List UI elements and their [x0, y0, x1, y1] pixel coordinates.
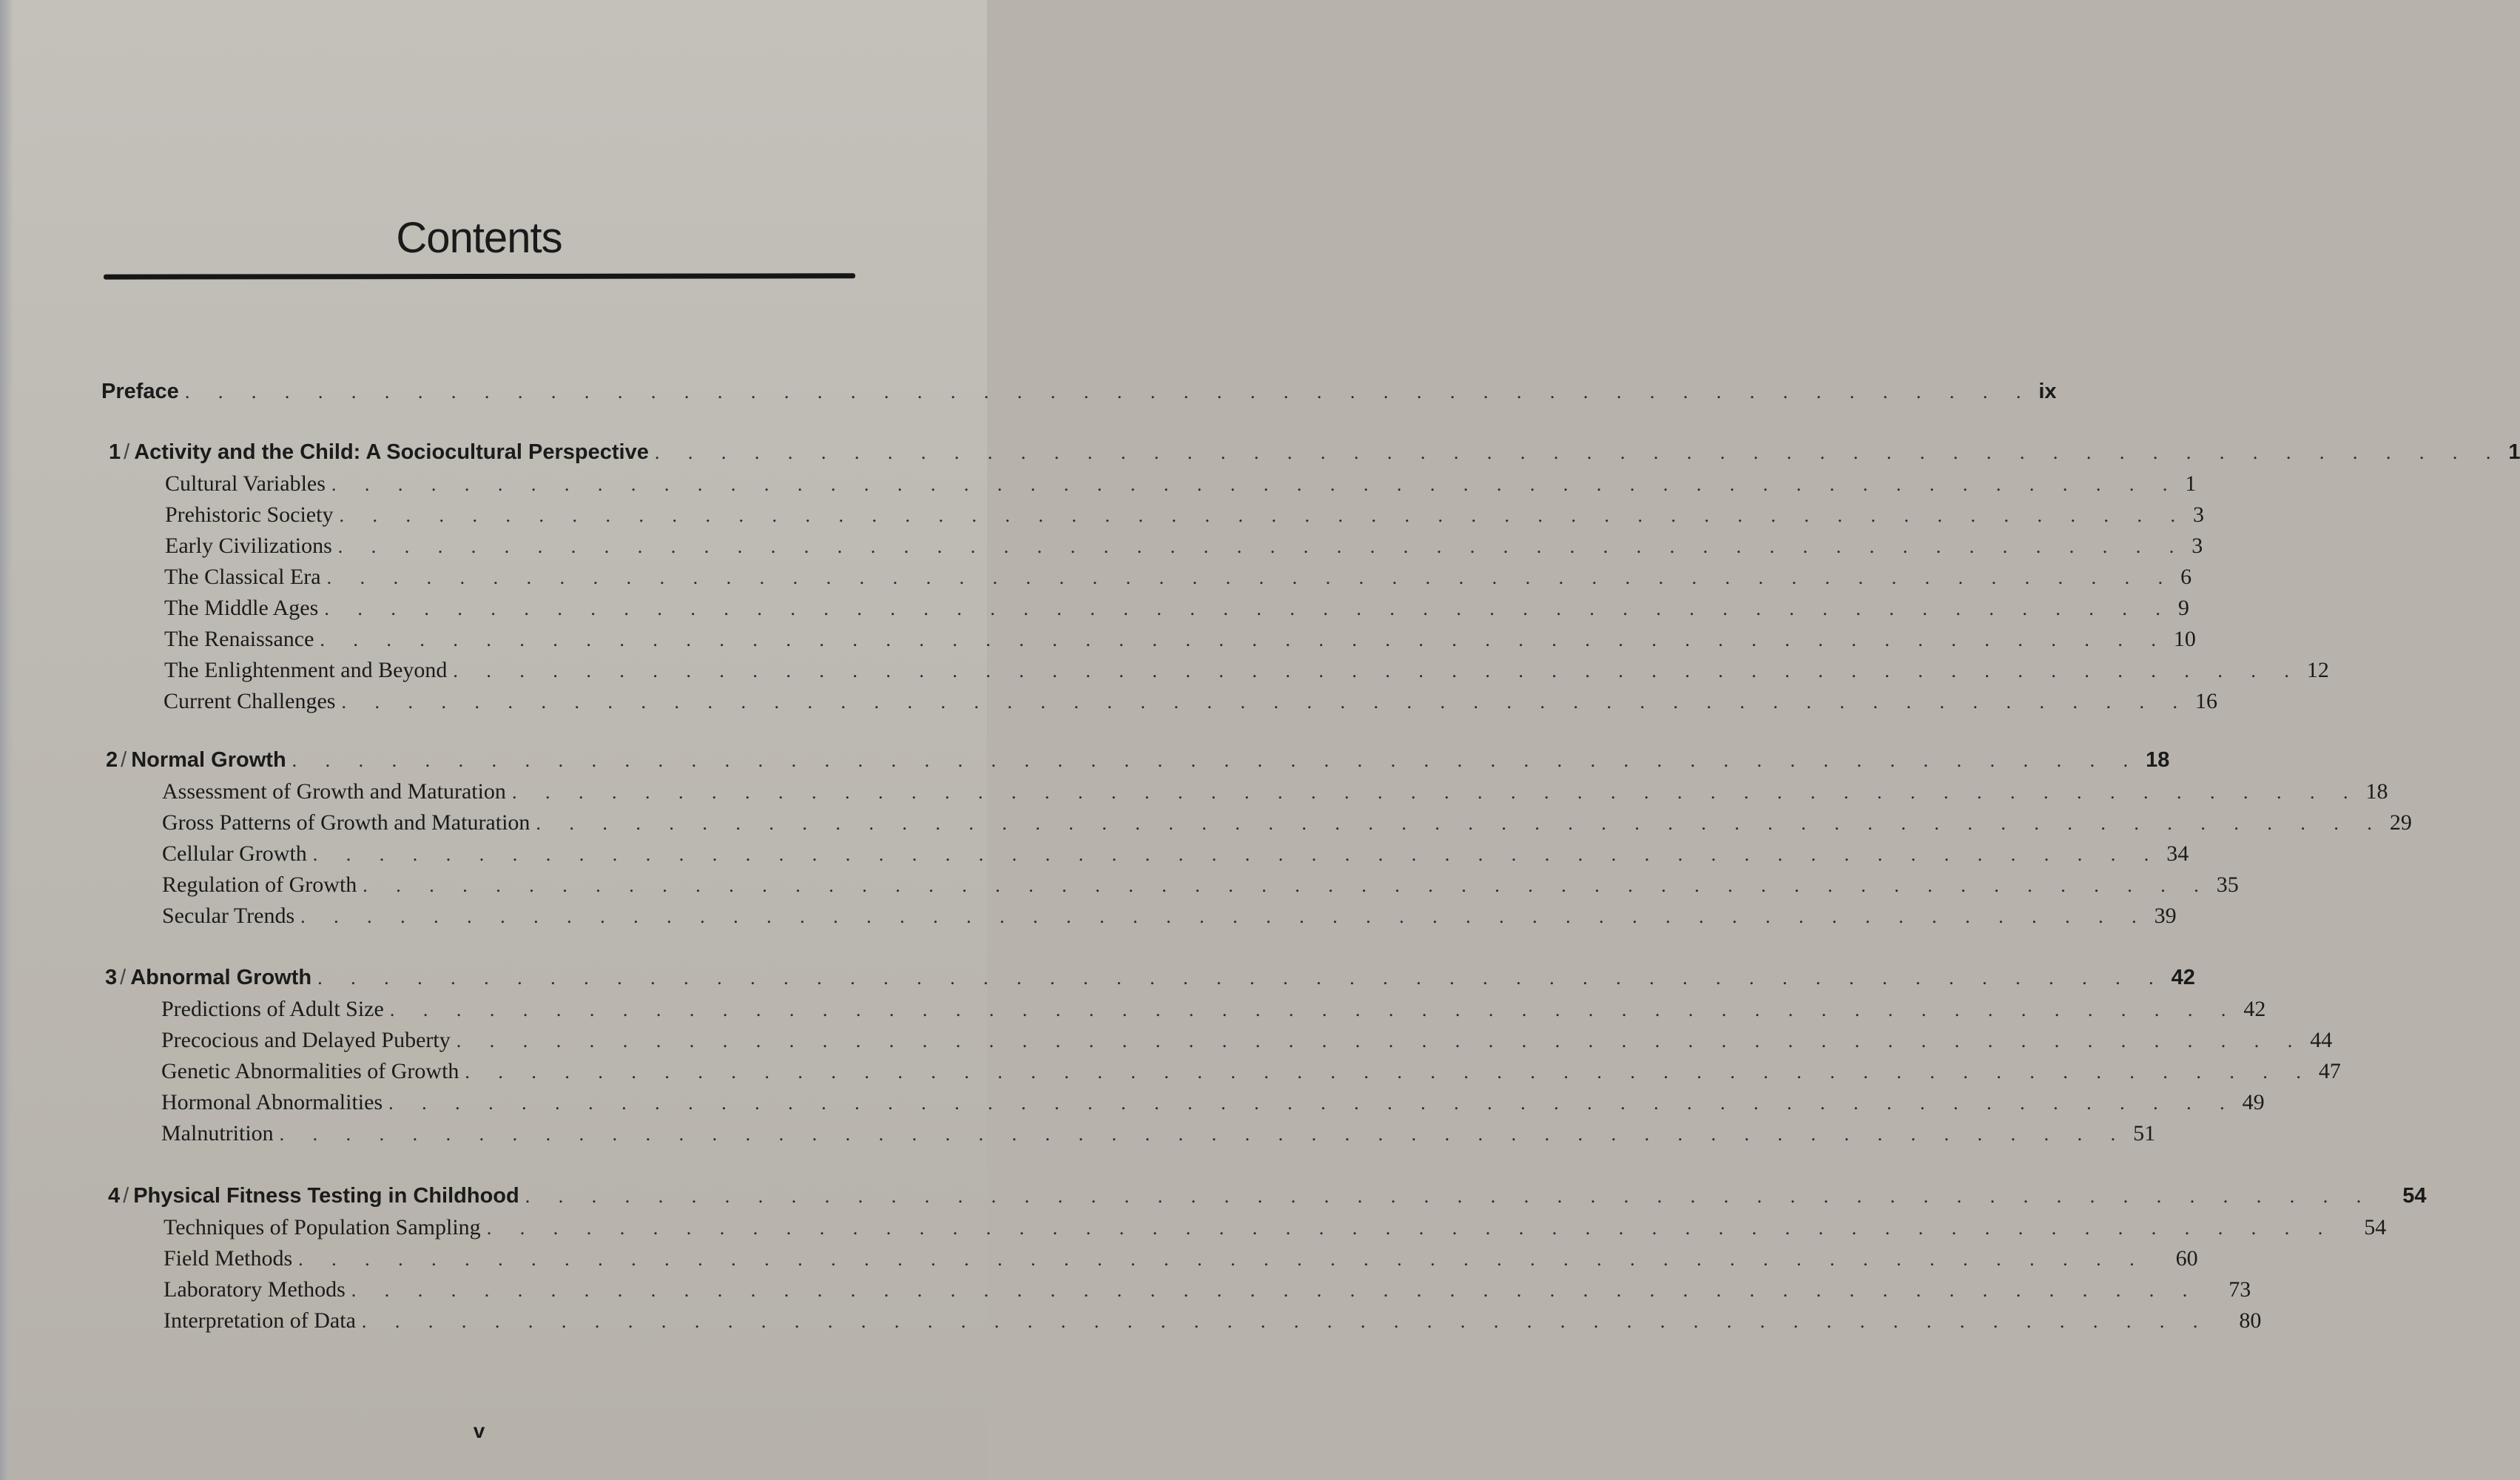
- chapter-title-text: Activity and the Child: A Sociocultural Perspective: [134, 440, 649, 464]
- section-title: The Renaissance: [164, 627, 314, 651]
- section-title: Precocious and Delayed Puberty: [161, 1028, 451, 1052]
- toc-section[interactable]: [0, 810, 2412, 840]
- dot-leader: . . . . . . . . . . . . . . . . . . . . . . . . . . . . . . . . . . . . . . . . . . . . . . . . . . . . . . . .: [184, 381, 2033, 403]
- toc-section[interactable]: [0, 872, 2239, 902]
- chapter-separator: /: [121, 748, 127, 772]
- toc-page-number: 54: [2402, 1184, 2427, 1208]
- toc-section[interactable]: [0, 502, 2204, 532]
- section-title: Malnutrition: [161, 1121, 274, 1146]
- dot-leader: . . . . . . . . . . . . . . . . . . . . . . . . . . . . . . . . . . . . . . . . . . . . . . . . . . . . . . . .: [292, 750, 2140, 771]
- toc-page-number: 42: [2171, 966, 2195, 989]
- section-title: Current Challenges: [164, 689, 336, 713]
- dot-leader: . . . . . . . . . . . . . . . . . . . . . . . . . . . . . . . . . . . . . . . . . . . . . . . . . . . . . . . .: [363, 875, 2211, 896]
- dot-leader: . . . . . . . . . . . . . . . . . . . . . . . . . . . . . . . . . . . . . . . . . . . . . . . . . . . . . . . .: [351, 1279, 2200, 1301]
- toc-page-number: 6: [2180, 565, 2192, 589]
- toc-section[interactable]: [0, 1246, 2198, 1276]
- toc-section[interactable]: [0, 471, 2197, 501]
- dot-leader: . . . . . . . . . . . . . . . . . . . . . . . . . . . . . . . . . . . . . . . . . . . . . . . . . . . . . . . .: [525, 1185, 2374, 1207]
- toc-section[interactable]: [0, 658, 2329, 687]
- chapter-separator: /: [124, 440, 130, 464]
- section-title: Regulation of Growth: [162, 872, 357, 897]
- dot-leader: . . . . . . . . . . . . . . . . . . . . . . . . . . . . . . . . . . . . . . . . . . . . . . . . . . . . . . . .: [320, 629, 2168, 650]
- dot-leader: . . . . . . . . . . . . . . . . . . . . . . . . . . . . . . . . . . . . . . . . . . . . . . . . . . . . . . . .: [361, 1311, 2210, 1332]
- dot-leader: . . . . . . . . . . . . . . . . . . . . . . . . . . . . . . . . . . . . . . . . . . . . . . . . . . . . . . . .: [339, 505, 2187, 526]
- toc-page-number: 1: [2508, 440, 2520, 464]
- toc-section[interactable]: [0, 565, 2192, 594]
- dot-leader: . . . . . . . . . . . . . . . . . . . . . . . . . . . . . . . . . . . . . . . . . . . . . . . . . . . . . . . .: [536, 813, 2384, 834]
- dot-leader: . . . . . . . . . . . . . . . . . . . . . . . . . . . . . . . . . . . . . . . . . . . . . . . . . . . . . . . .: [486, 1217, 2335, 1239]
- dot-leader: . . . . . . . . . . . . . . . . . . . . . . . . . . . . . . . . . . . . . . . . . . . . . . . . . . . . . . . .: [312, 844, 2161, 865]
- dot-leader: . . . . . . . . . . . . . . . . . . . . . . . . . . . . . . . . . . . . . . . . . . . . . . . . . . . . . . . .: [331, 474, 2180, 495]
- section-title: Techniques of Population Sampling: [164, 1215, 481, 1240]
- toc-page-number: 34: [2166, 841, 2189, 866]
- title-rule: [104, 273, 855, 279]
- toc-page-number: 12: [2306, 658, 2329, 682]
- section-title: Prehistoric Society: [165, 502, 334, 527]
- toc-page-number: 47: [2318, 1059, 2341, 1083]
- section-title: Early Civilizations: [165, 534, 332, 558]
- chapter-number: 3: [105, 966, 118, 989]
- page-folio: v: [473, 1419, 485, 1442]
- dot-leader: . . . . . . . . . . . . . . . . . . . . . . . . . . . . . . . . . . . . . . . . . . . . . . . . . . . . . . . .: [317, 967, 2166, 989]
- toc-section[interactable]: [0, 904, 2177, 933]
- toc-page-number: 1: [2185, 471, 2197, 496]
- toc-section[interactable]: [0, 534, 2203, 563]
- chapter-title-text: Normal Growth: [131, 748, 286, 772]
- chapter-number: 2: [106, 748, 118, 772]
- toc-section[interactable]: [0, 1215, 2387, 1245]
- toc-section[interactable]: [0, 1059, 2341, 1089]
- toc-section[interactable]: [0, 1308, 2262, 1338]
- toc-chapter-3[interactable]: [0, 966, 2195, 995]
- toc-section[interactable]: [0, 689, 2217, 719]
- section-title: Assessment of Growth and Maturation: [162, 779, 506, 804]
- toc-page-number: 35: [2216, 872, 2239, 897]
- toc-page-number: 44: [2310, 1028, 2333, 1052]
- toc-page-number: 18: [2146, 748, 2170, 772]
- toc-page-number: 60: [2175, 1246, 2198, 1271]
- dot-leader: . . . . . . . . . . . . . . . . . . . . . . . . . . . . . . . . . . . . . . . . . . . . . . . . . . . . . . . .: [465, 1061, 2313, 1083]
- section-title: Hormonal Abnormalities: [161, 1090, 383, 1114]
- toc-section[interactable]: [0, 1277, 2251, 1307]
- toc-section[interactable]: [0, 596, 2189, 625]
- section-title: Field Methods: [164, 1246, 293, 1271]
- dot-leader: . . . . . . . . . . . . . . . . . . . . . . . . . . . . . . . . . . . . . . . . . . . . . . . . . . . . . . . .: [337, 536, 2186, 557]
- dot-leader: . . . . . . . . . . . . . . . . . . . . . . . . . . . . . . . . . . . . . . . . . . . . . . . . . . . . . . . .: [324, 598, 2172, 619]
- toc-page-number: 3: [2191, 534, 2203, 558]
- section-title: Secular Trends: [162, 904, 295, 928]
- chapter-number: 4: [108, 1184, 121, 1208]
- dot-leader: . . . . . . . . . . . . . . . . . . . . . . . . . . . . . . . . . . . . . . . . . . . . . . . . . . . . . . . .: [300, 906, 2149, 927]
- toc-page-number: 80: [2239, 1308, 2262, 1333]
- dot-leader: . . . . . . . . . . . . . . . . . . . . . . . . . . . . . . . . . . . . . . . . . . . . . . . . . . . . . . . .: [456, 1030, 2305, 1052]
- chapter-title: [106, 748, 286, 773]
- section-title: Laboratory Methods: [164, 1277, 346, 1302]
- section-title: Genetic Abnormalities of Growth: [161, 1059, 459, 1083]
- dot-leader: . . . . . . . . . . . . . . . . . . . . . . . . . . . . . . . . . . . . . . . . . . . . . . . . . . . . . . . .: [389, 999, 2238, 1020]
- section-title: Interpretation of Data: [164, 1308, 356, 1333]
- toc-page-number: 18: [2365, 779, 2388, 804]
- dot-leader: . . . . . . . . . . . . . . . . . . . . . . . . . . . . . . . . . . . . . . . . . . . . . . . . . . . . . . . .: [511, 781, 2360, 803]
- chapter-title: [108, 1184, 519, 1208]
- toc-chapter-2[interactable]: [0, 748, 2170, 778]
- toc-page-number: 3: [2192, 502, 2204, 527]
- toc-section[interactable]: [0, 841, 2189, 871]
- toc-page-number: 29: [2389, 810, 2412, 835]
- toc-entry-preface[interactable]: [0, 380, 2057, 409]
- dot-leader: . . . . . . . . . . . . . . . . . . . . . . . . . . . . . . . . . . . . . . . . . . . . . . . . . . . . . . . .: [326, 567, 2175, 588]
- section-title: Cultural Variables: [165, 471, 326, 496]
- dot-leader: . . . . . . . . . . . . . . . . . . . . . . . . . . . . . . . . . . . . . . . . . . . . . . . . . . . . . . . .: [298, 1248, 2146, 1270]
- chapter-title-text: Physical Fitness Testing in Childhood: [133, 1184, 519, 1208]
- section-title: The Middle Ages: [164, 596, 319, 620]
- toc-page-number: 51: [2133, 1121, 2156, 1146]
- section-title: Gross Patterns of Growth and Maturation: [162, 810, 530, 835]
- chapter-separator: /: [120, 966, 127, 989]
- chapter-separator: /: [123, 1184, 129, 1208]
- toc-page-number: 54: [2364, 1215, 2387, 1240]
- toc-page-number: 16: [2194, 689, 2217, 713]
- dot-leader: . . . . . . . . . . . . . . . . . . . . . . . . . . . . . . . . . . . . . . . . . . . . . . . . . . . . . . . .: [341, 691, 2189, 713]
- toc-section[interactable]: [0, 1028, 2333, 1057]
- section-title: The Classical Era: [164, 565, 321, 589]
- toc-chapter-4[interactable]: [0, 1184, 2427, 1214]
- toc-page-number: 9: [2177, 596, 2189, 620]
- chapter-title: [109, 440, 649, 465]
- section-title: Predictions of Adult Size: [161, 997, 384, 1021]
- dot-leader: . . . . . . . . . . . . . . . . . . . . . . . . . . . . . . . . . . . . . . . . . . . . . . . . . . . . . . . .: [453, 660, 2301, 682]
- toc-section[interactable]: [0, 997, 2266, 1026]
- chapter-number: 1: [109, 440, 121, 464]
- toc-page-number: 42: [2243, 997, 2266, 1021]
- dot-leader: . . . . . . . . . . . . . . . . . . . . . . . . . . . . . . . . . . . . . . . . . . . . . . . . . . . . . . . .: [654, 442, 2503, 463]
- toc-section[interactable]: [0, 627, 2196, 656]
- chapter-title-text: Abnormal Growth: [130, 966, 312, 989]
- chapter-title: [105, 966, 311, 990]
- toc-section[interactable]: [0, 779, 2388, 809]
- page-title: Contents: [396, 214, 562, 262]
- toc-section[interactable]: [0, 1121, 2156, 1151]
- section-title: Cellular Growth: [162, 841, 307, 866]
- toc-chapter-1[interactable]: [0, 440, 2520, 470]
- section-title: The Enlightenment and Beyond: [164, 658, 448, 682]
- toc-page-number: 49: [2242, 1090, 2265, 1114]
- toc-page-number: 73: [2228, 1277, 2251, 1302]
- toc-section[interactable]: [0, 1090, 2265, 1120]
- toc-page-number: 39: [2154, 904, 2177, 928]
- toc-entry-label: Preface: [101, 380, 179, 403]
- dot-leader: . . . . . . . . . . . . . . . . . . . . . . . . . . . . . . . . . . . . . . . . . . . . . . . . . . . . . . . .: [279, 1123, 2128, 1145]
- toc-page-number: ix: [2038, 380, 2057, 403]
- toc-page-number: 10: [2173, 627, 2196, 651]
- dot-leader: . . . . . . . . . . . . . . . . . . . . . . . . . . . . . . . . . . . . . . . . . . . . . . . . . . . . . . . .: [388, 1092, 2237, 1114]
